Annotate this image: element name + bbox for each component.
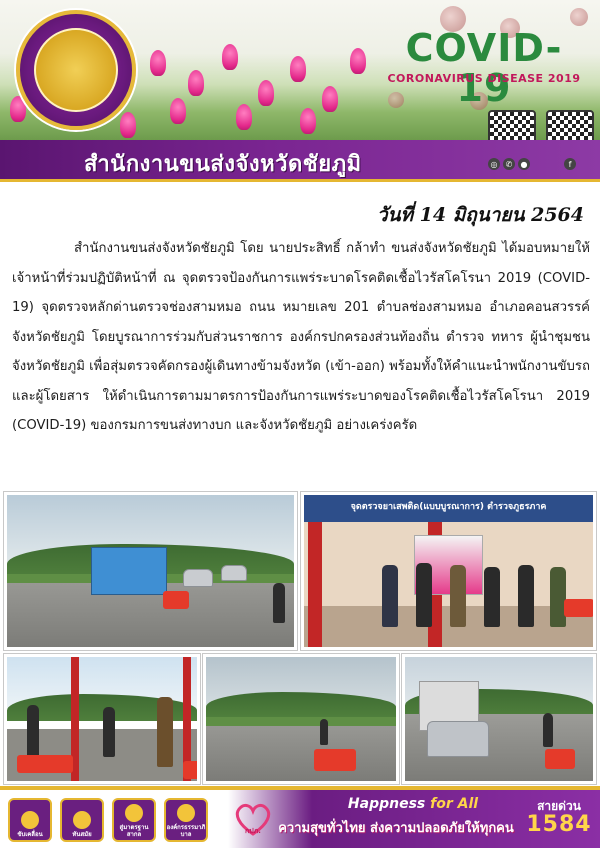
social-icons	[488, 158, 530, 170]
office-name: สำนักงานขนส่งจังหวัดชัยภูมิ	[84, 152, 362, 177]
happiness-word: Happness	[347, 796, 426, 812]
traffic-barrier	[183, 761, 200, 779]
flower-decoration	[258, 80, 274, 106]
emblem-icon	[34, 28, 118, 112]
hotline-label: สายด่วน	[537, 799, 581, 813]
dlt-logo	[16, 10, 136, 130]
traffic-barrier	[545, 749, 575, 769]
soldier	[550, 567, 566, 627]
gear-icon	[73, 811, 91, 829]
steering-wheel-icon	[21, 811, 39, 829]
covid-title: COVID-19	[405, 26, 563, 110]
photo-checkpoint-booth	[301, 492, 596, 650]
flower-decoration	[170, 98, 186, 124]
pickup-truck-cab	[427, 721, 489, 757]
truck	[91, 547, 167, 595]
heart-label: กปภ.	[245, 827, 261, 835]
photo-road-barrier	[203, 654, 399, 784]
officer	[157, 697, 173, 767]
for-all-word: for All	[430, 796, 479, 812]
globe-icon	[125, 804, 143, 822]
flower-decoration	[188, 70, 204, 96]
flower-decoration	[150, 50, 166, 76]
covid-subtitle: CORONAVIRUS DISEASE 2019	[387, 72, 581, 85]
footer-logo-governance: องค์กรธรรมาภิบาล	[164, 798, 208, 842]
officer	[484, 567, 500, 627]
facebook-icon[interactable]: f	[564, 158, 576, 170]
footer-logo-standard: สู่มาตรฐานสากล	[112, 798, 156, 842]
flower-decoration	[300, 108, 316, 134]
traffic-barrier	[314, 749, 356, 771]
hotline-number[interactable]: 1584	[526, 812, 592, 837]
officer	[382, 565, 398, 627]
flower-decoration	[222, 44, 238, 70]
web-icon[interactable]: ◎	[488, 158, 500, 170]
car	[183, 569, 213, 587]
chat-icon[interactable]: ●	[518, 158, 530, 170]
photo-booth-officers	[4, 654, 200, 784]
virus-decoration	[570, 8, 588, 26]
officer	[273, 583, 285, 623]
facebook-icons	[564, 158, 576, 170]
photo-checkpoint-road	[4, 492, 297, 650]
footer-logo-modern: ทันสมัย	[60, 798, 104, 842]
booth-sign: จุดตรวจยาเสพติด(แบบบูรณาการ) ตำรวจภูธรภาค	[350, 502, 547, 512]
traffic-barrier	[564, 599, 594, 617]
officer	[450, 565, 466, 627]
footer-logo-drive: ขับเคลื่อน	[8, 798, 52, 842]
officer	[27, 705, 39, 757]
flower-decoration	[120, 112, 136, 138]
traffic-barrier	[163, 591, 189, 609]
photo-pickup-checkpoint	[402, 654, 596, 784]
car	[221, 565, 247, 581]
footer-slogan: ความสุขทั่วไทย ส่งความปลอดภัยให้ทุกคน	[278, 821, 514, 836]
building-icon	[177, 804, 195, 822]
flower-decoration	[322, 86, 338, 112]
officer	[320, 719, 328, 745]
traffic-barrier	[17, 755, 73, 773]
officer	[416, 563, 432, 627]
article-date: วันที่ 14 มิถุนายน 2564	[376, 204, 584, 226]
officer	[103, 707, 115, 757]
flower-decoration	[236, 104, 252, 130]
phone-icon[interactable]: ✆	[503, 158, 515, 170]
officer	[543, 713, 553, 747]
officer	[518, 565, 534, 627]
article-body: สำนักงานขนส่งจังหวัดชัยภูมิ โดย นายประสิทธิ์ กล้าทำ ขนส่งจังหวัดชัยภูมิ ได้มอบหมายให้เจ้าหน้าที่ร่วมปฏิบัติหน้าที่ ณ จุดตรวจป้องกันการแพร่ระบาดโรคติดเชื้อไวรัสโคโรนา 2019 (COVID-19) จุดตรวจหลักด่านตรวจช่องสามหมอ ถนน หมายเลข 201 ตำบลช่องสามหมอ อำเภอคอนสวรรค์ จังหวัดชัยภูมิ โดยบูรณาการร่วมกับส่วนราชการ องค์กรปกครองส่วนท้องถิ่น ตำรวจ ทหาร ผู้นำชุมชน จังหวัดชัยภูมิ เพื่อสุ่มตรวจคัดกรองผู้เดินทางข้ามจังหวัด (เข้า-ออก) พร้อมทั้งให้คำแนะนำพนักงานขับรถและผู้โดยสาร ให้ดำเนินการตามมาตรการป้องกันการแพร่ระบาดของโรคติดเชื้อไวรัสโคโรนา 2019 (COVID-19) ของกรมการขนส่งทางบก และจังหวัดชัยภูมิ อย่างเคร่งครัด	[12, 241, 590, 433]
flower-decoration	[350, 48, 366, 74]
happiness-tagline	[318, 796, 508, 812]
flower-decoration	[290, 56, 306, 82]
